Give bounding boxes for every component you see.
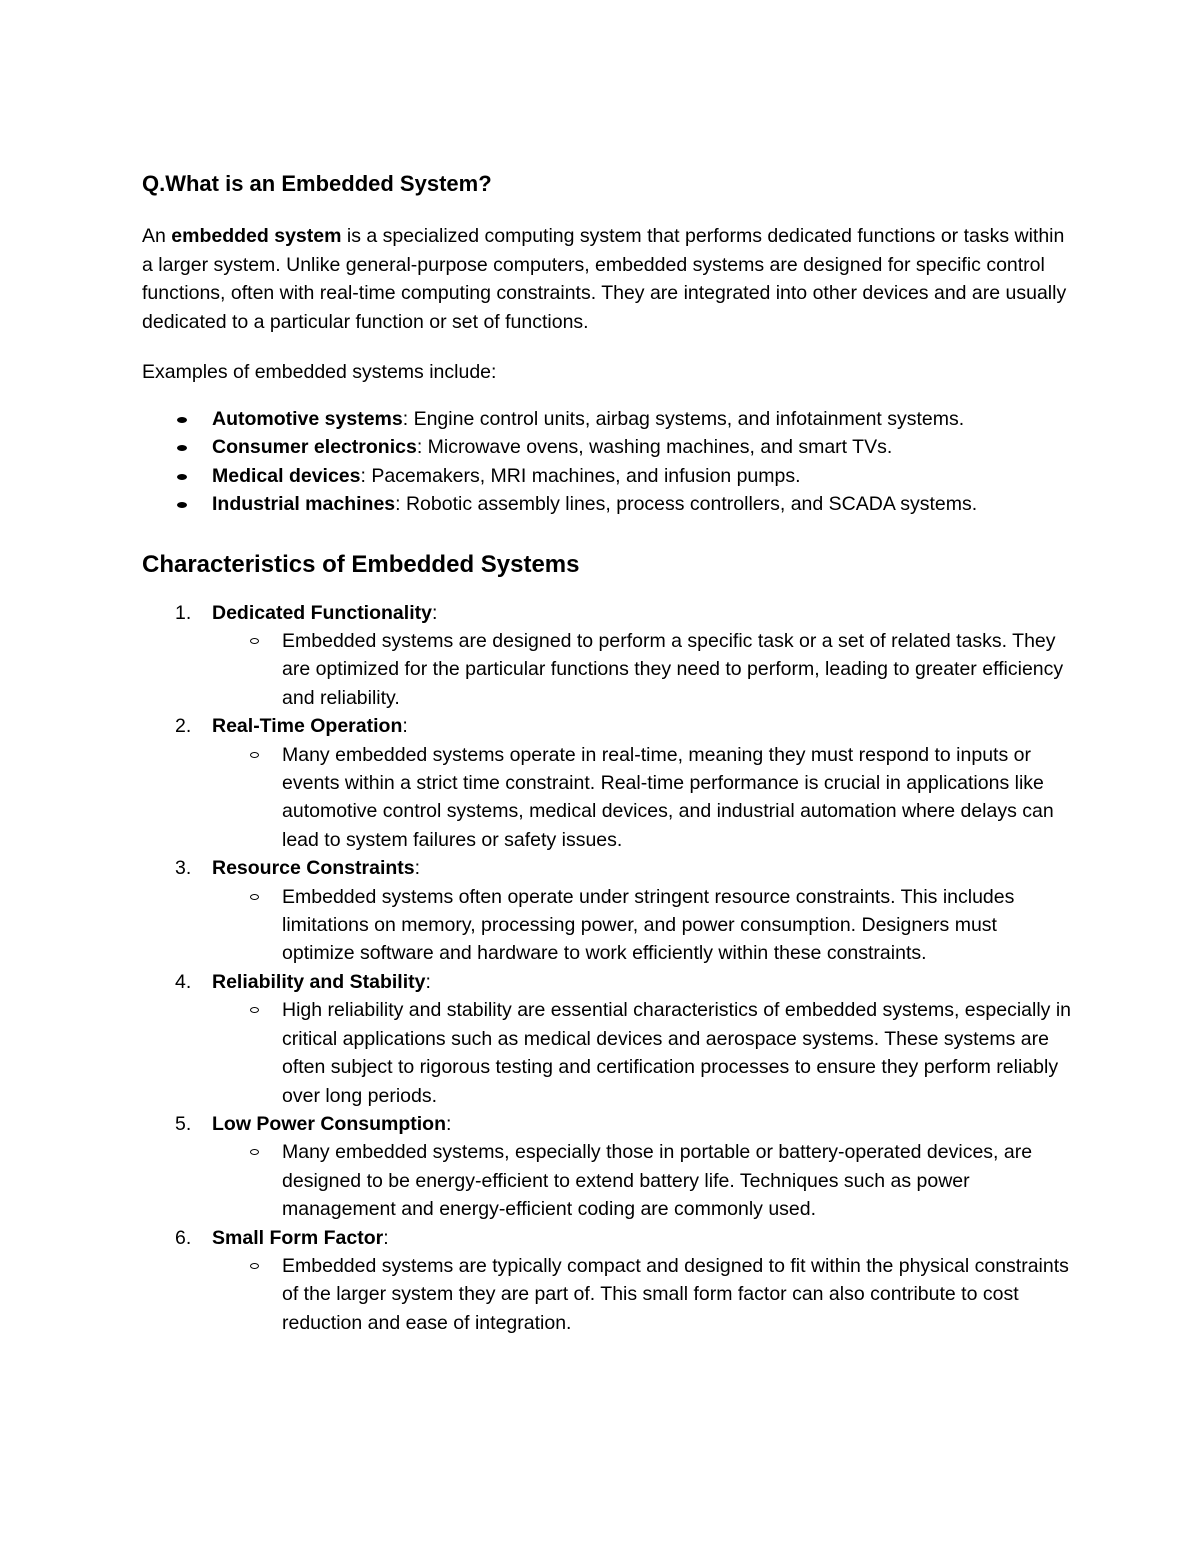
list-item — [142, 599, 1072, 713]
sub-item — [212, 883, 1072, 968]
list-item — [142, 968, 1072, 1110]
intro-bold-term: embedded system — [171, 225, 342, 247]
item-suffix: : — [425, 970, 431, 993]
hollow-bullet-icon — [250, 638, 259, 644]
hollow-bullet-icon — [250, 1007, 259, 1013]
item-detail: Embedded systems are typically compact and designed to fit within the physical constraints of the larger system they are part of. This small form factor can also contribute to cost reduction and ease of integration. — [282, 1254, 1069, 1334]
examples-list — [142, 405, 1072, 519]
item-suffix: : — [402, 715, 408, 738]
sub-item — [212, 627, 1072, 712]
bullet-icon — [177, 502, 187, 508]
item-number: 1. — [175, 601, 192, 624]
document-page — [142, 168, 1072, 1337]
item-term: Resource Constraints — [212, 857, 415, 880]
example-term: Industrial machines — [212, 493, 396, 516]
item-suffix: : — [431, 601, 438, 624]
item-detail: High reliability and stability are essential characteristics of embedded systems, especially in critical applications such as medical devices and aerospace systems. These systems are often subject to rigorous testing and certification processes to ensure they perform reliably over long periods. — [282, 999, 1072, 1107]
item-detail: Many embedded systems operate in real-time, meaning they must respond to inputs or events within a strict time constraint. Real-time performance is crucial in applications like automotive control systems, medical devices, and industrial automation where delays can lead to system failures or safety issues. — [282, 743, 1054, 851]
example-text: : Robotic assembly lines, process controllers, and SCADA systems. — [395, 493, 978, 516]
item-number: 2. — [175, 715, 192, 738]
hollow-bullet-icon — [250, 894, 259, 900]
item-suffix: : — [446, 1112, 452, 1135]
list-item — [142, 490, 1072, 518]
item-number: 5. — [175, 1112, 192, 1135]
example-term: Medical devices — [212, 464, 361, 487]
item-number: 3. — [175, 857, 192, 880]
sub-item — [212, 1252, 1072, 1337]
list-item — [142, 433, 1072, 461]
intro-prefix: An — [142, 225, 172, 247]
example-term: Automotive systems — [212, 407, 403, 430]
bullet-icon — [177, 474, 187, 480]
item-term: Reliability and Stability — [212, 970, 426, 993]
item-term: Real-Time Operation — [212, 715, 403, 738]
item-term: Dedicated Functionality — [212, 601, 432, 624]
list-item — [142, 1110, 1072, 1224]
bullet-icon — [177, 417, 187, 423]
section-title: Characteristics of Embedded Systems — [142, 550, 580, 578]
item-detail: Many embedded systems, especially those in portable or battery-operated devices, are designed to be energy-efficient to extend battery life. Techniques such as power management and energy-efficient coding are commonly used. — [282, 1141, 1033, 1221]
question-title: Q.What is an Embedded System? — [142, 171, 492, 196]
item-number: 4. — [175, 970, 192, 993]
item-number: 6. — [175, 1226, 192, 1249]
example-text: : Engine control units, airbag systems, and infotainment systems. — [402, 407, 965, 430]
sub-item — [212, 1138, 1072, 1223]
example-text: : Pacemakers, MRI machines, and infusion pumps. — [360, 464, 801, 487]
item-suffix: : — [414, 857, 421, 880]
item-suffix: : — [383, 1226, 389, 1249]
item-detail: Embedded systems are designed to perform a specific task or a set of related tasks. They are optimized for the particular functions they need to perform, leading to greater efficiency and reliability. — [282, 630, 1064, 709]
sub-item — [212, 741, 1072, 855]
examples-lead: Examples of embedded systems include: — [142, 361, 497, 384]
example-text: : Microwave ovens, washing machines, and smart TVs. — [416, 436, 893, 459]
list-item — [142, 712, 1072, 854]
hollow-bullet-icon — [250, 1263, 259, 1269]
characteristics-list — [142, 599, 1072, 1338]
list-item — [142, 462, 1072, 490]
intro-paragraph — [142, 222, 1072, 336]
intro-text: is a specialized computing system that performs dedicated functions or tasks within a larger system. Unlike general-purpose computers, embedded systems are designed for specific control functions, often with real-time computing constraints. They are integrated into other devices and are usually dedicated to a particular function or set of functions. — [142, 225, 1067, 333]
example-term: Consumer electronics — [212, 436, 417, 459]
list-item — [142, 405, 1072, 433]
hollow-bullet-icon — [250, 1149, 259, 1155]
bullet-icon — [177, 445, 187, 451]
item-detail: Embedded systems often operate under stringent resource constraints. This includes limitations on memory, processing power, and power consumption. Designers must optimize software and hardware to work efficiently within these constraints. — [282, 885, 1015, 965]
hollow-bullet-icon — [250, 752, 259, 758]
list-item — [142, 854, 1072, 968]
list-item — [142, 1224, 1072, 1338]
item-term: Low Power Consumption — [212, 1112, 446, 1135]
item-term: Small Form Factor — [212, 1226, 384, 1249]
sub-item — [212, 996, 1072, 1110]
